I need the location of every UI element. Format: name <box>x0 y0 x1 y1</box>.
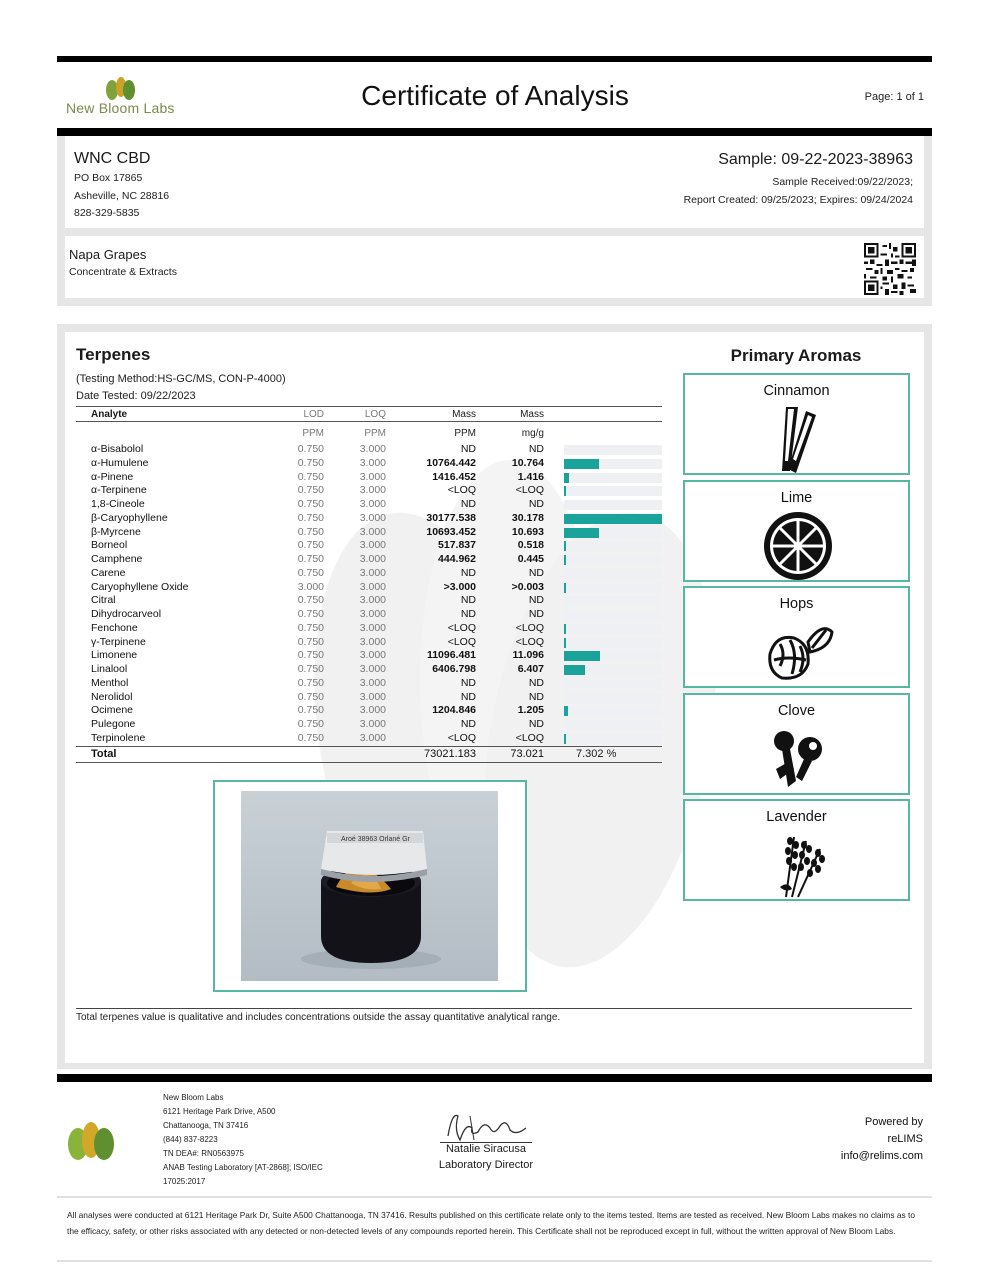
concentration-bar <box>564 624 566 634</box>
table-row <box>76 636 662 650</box>
concentration-bar <box>564 459 599 469</box>
analyte-ppm: ND <box>460 443 476 455</box>
aroma-label: Lavender <box>766 809 827 825</box>
col-analyte: Analyte <box>91 409 128 420</box>
analyte-name: Citral <box>91 594 116 607</box>
concentration-bar-track <box>564 624 662 634</box>
analyte-name: Linalool <box>91 663 128 675</box>
logo-text: New Bloom Labs <box>66 100 175 116</box>
concentration-bar-track <box>564 720 662 730</box>
lime-icon <box>758 508 838 580</box>
unit-loq: PPM <box>364 428 386 439</box>
note-rule <box>76 1008 912 1009</box>
concentration-bar-track <box>564 638 662 648</box>
terpene-note: Total terpenes value is qualitative and includes concentrations outside the assay quantitative analytical range. <box>76 1012 561 1023</box>
analyte-loq: 3.000 <box>359 511 386 524</box>
concentration-bar <box>564 555 566 565</box>
footer-divider <box>57 1196 932 1198</box>
footer-logo-icon <box>66 1120 116 1162</box>
analyte-mg: 0.518 <box>517 539 544 552</box>
table-row <box>76 677 662 691</box>
signature <box>440 1106 532 1146</box>
col-mass-mg: Mass <box>520 409 544 420</box>
analyte-ppm: 1416.452 <box>432 470 476 483</box>
document-title: Certificate of Analysis <box>361 80 629 111</box>
table-row <box>76 622 662 636</box>
analyte-ppm: 1204.846 <box>432 704 476 717</box>
analyte-lod: 0.750 <box>297 470 324 483</box>
analyte-lod: 0.750 <box>297 621 324 634</box>
analyte-name: α-Bisabolol <box>91 443 144 455</box>
analyte-lod: 0.750 <box>297 525 324 538</box>
total-percent: 7.302 % <box>576 748 617 760</box>
sample-received: Sample Received:09/22/2023; <box>772 176 913 188</box>
analyte-mg: 1.416 <box>517 470 544 483</box>
unit-lod: PPM <box>302 428 324 439</box>
analyte-loq: 3.000 <box>359 553 386 565</box>
analyte-name: Carene <box>91 566 126 579</box>
concentration-bar <box>564 514 662 524</box>
lavender-icon <box>758 827 838 899</box>
aroma-label: Hops <box>779 596 814 612</box>
table-row <box>76 539 662 553</box>
analyte-mg: 10.764 <box>511 456 544 469</box>
analyte-loq: 3.000 <box>359 704 386 717</box>
analyte-name: α-Pinene <box>91 470 134 483</box>
concentration-bar <box>564 583 566 593</box>
concentration-bar-track <box>564 679 662 689</box>
concentration-bar-track <box>564 541 662 551</box>
table-row <box>76 649 662 663</box>
analyte-lod: 0.750 <box>297 690 324 703</box>
client-address-1: PO Box 17865 <box>74 172 143 184</box>
concentration-bar-track <box>564 445 662 455</box>
analyte-name: Pulegone <box>91 718 136 730</box>
analyte-loq: 3.000 <box>359 456 386 469</box>
aroma-card-clove <box>683 693 910 795</box>
concentration-bar <box>564 486 566 496</box>
analyte-ppm: >3.000 <box>443 580 476 593</box>
analyte-lod: 0.750 <box>297 676 324 689</box>
analyte-lod: 0.750 <box>297 594 324 607</box>
analyte-lod: 0.750 <box>297 649 324 662</box>
analyte-mg: <LOQ <box>515 731 544 744</box>
analyte-lod: 0.750 <box>297 718 324 730</box>
analyte-ppm: 10764.442 <box>426 456 476 469</box>
bottom-rule <box>57 1260 932 1262</box>
analyte-mg: 1.205 <box>517 704 544 717</box>
primary-aromas-title: Primary Aromas <box>730 346 862 365</box>
analyte-ppm: <LOQ <box>447 635 476 648</box>
concentration-bar <box>564 541 566 551</box>
qr-code-icon[interactable] <box>864 243 916 295</box>
analyte-mg: ND <box>528 676 544 689</box>
hops-icon <box>758 614 838 686</box>
analyte-lod: 0.750 <box>297 608 324 620</box>
table-row <box>76 471 662 485</box>
analyte-loq: 3.000 <box>359 690 386 703</box>
testing-method: (Testing Method:HS-GC/MS, CON-P-4000) <box>76 373 286 385</box>
table-row <box>76 718 662 732</box>
analyte-ppm: 30177.538 <box>426 511 476 524</box>
table-row <box>76 608 662 622</box>
sample-id: Sample: 09-22-2023-38963 <box>718 151 913 168</box>
analyte-name: Camphene <box>91 553 143 565</box>
concentration-bar-track <box>564 514 662 524</box>
analyte-name: γ-Terpinene <box>91 635 146 648</box>
report-dates: Report Created: 09/25/2023; Expires: 09/24/2024 <box>683 194 913 206</box>
analyte-ppm: 10693.452 <box>426 525 476 538</box>
analyte-lod: 0.750 <box>297 498 324 510</box>
analyte-name: Caryophyllene Oxide <box>91 580 189 593</box>
aroma-label: Lime <box>780 490 813 506</box>
lab-accreditation: ANAB Testing Laboratory [AT-2868]; ISO/IEC <box>163 1163 323 1172</box>
signer-title: Laboratory Director <box>438 1159 534 1171</box>
total-label: Total <box>91 748 117 760</box>
analyte-loq: 3.000 <box>359 621 386 634</box>
analyte-loq: 3.000 <box>359 443 386 455</box>
analyte-ppm: <LOQ <box>447 731 476 744</box>
table-row <box>76 526 662 540</box>
analyte-ppm: <LOQ <box>447 484 476 497</box>
lab-address-2: Chattanooga, TN 37416 <box>163 1121 249 1130</box>
concentration-bar <box>564 706 568 716</box>
aroma-card-lavender <box>683 799 910 901</box>
jar-label: Aroé 38963 Orlané Gr <box>341 836 410 843</box>
table-row <box>76 663 662 677</box>
analyte-name: Fenchone <box>91 621 138 634</box>
aroma-label: Cinnamon <box>763 383 830 399</box>
cinnamon-icon <box>758 401 838 473</box>
analyte-name: Terpinolene <box>91 731 146 744</box>
analyte-lod: 0.750 <box>297 566 324 579</box>
concentration-bar-track <box>564 583 662 593</box>
analyte-ppm: ND <box>460 498 476 510</box>
aroma-label: Clove <box>777 703 816 719</box>
page-number: Page: 1 of 1 <box>864 91 924 103</box>
analyte-name: 1,8-Cineole <box>91 498 145 510</box>
unit-mass-mg: mg/g <box>521 428 544 439</box>
powered-by-brand: reLIMS <box>887 1133 923 1145</box>
analyte-mg: ND <box>528 718 544 730</box>
concentration-bar-track <box>564 610 662 620</box>
concentration-bar-track <box>564 596 662 606</box>
product-name: Napa Grapes <box>69 247 147 262</box>
analyte-ppm: 6406.798 <box>432 663 476 675</box>
lab-dea: TN DEA#: RN0563975 <box>163 1149 244 1158</box>
analyte-mg: <LOQ <box>515 635 544 648</box>
table-row <box>76 484 662 498</box>
analyte-mg: >0.003 <box>511 580 544 593</box>
analyte-lod: 3.000 <box>297 580 324 593</box>
analyte-mg: <LOQ <box>515 621 544 634</box>
col-loq: LOQ <box>364 409 386 420</box>
analyte-loq: 3.000 <box>359 635 386 648</box>
analyte-mg: ND <box>528 690 544 703</box>
analyte-loq: 3.000 <box>359 566 386 579</box>
table-row <box>76 732 662 746</box>
analyte-loq: 3.000 <box>359 470 386 483</box>
aroma-card-lime <box>683 480 910 582</box>
concentration-bar <box>564 651 600 661</box>
analyte-ppm: 11096.481 <box>426 649 476 662</box>
concentration-bar-track <box>564 528 662 538</box>
analyte-name: β-Caryophyllene <box>91 511 168 524</box>
analyte-lod: 0.750 <box>297 663 324 675</box>
table-row <box>76 567 662 581</box>
analyte-lod: 0.750 <box>297 635 324 648</box>
analyte-ppm: ND <box>460 690 476 703</box>
product-type: Concentrate & Extracts <box>69 266 177 278</box>
table-row <box>76 704 662 718</box>
concentration-bar-track <box>564 569 662 579</box>
concentration-bar-track <box>564 555 662 565</box>
analyte-mg: ND <box>528 498 544 510</box>
header-bottom-rule <box>57 128 932 136</box>
analyte-name: Dihydrocarveol <box>91 608 162 620</box>
col-mass-ppm: Mass <box>452 409 476 420</box>
client-phone: 828-329-5835 <box>74 207 140 219</box>
analyte-name: Ocimene <box>91 704 134 717</box>
analyte-ppm: 444.962 <box>438 553 476 565</box>
concentration-bar-track <box>564 693 662 703</box>
analyte-loq: 3.000 <box>359 580 386 593</box>
total-mg: 73.021 <box>510 748 544 760</box>
analyte-loq: 3.000 <box>359 525 386 538</box>
client-address-2: Asheville, NC 28816 <box>74 190 170 202</box>
analyte-lod: 0.750 <box>297 456 324 469</box>
aroma-card-hops <box>683 586 910 688</box>
analyte-loq: 3.000 <box>359 608 386 620</box>
table-row <box>76 457 662 471</box>
analyte-loq: 3.000 <box>359 539 386 552</box>
date-tested: Date Tested: 09/22/2023 <box>76 390 196 402</box>
analyte-ppm: ND <box>460 718 476 730</box>
analyte-mg: 0.445 <box>517 553 544 565</box>
analyte-mg: 10.693 <box>511 525 544 538</box>
concentration-bar-track <box>564 651 662 661</box>
analyte-ppm: ND <box>460 594 476 607</box>
analyte-name: Limonene <box>91 649 138 662</box>
concentration-bar <box>564 528 599 538</box>
analyte-ppm: ND <box>460 608 476 620</box>
analyte-mg: ND <box>528 608 544 620</box>
concentration-bar-track <box>564 473 662 483</box>
analyte-name: α-Terpinene <box>91 484 147 497</box>
table-row <box>76 498 662 512</box>
total-row <box>76 746 662 763</box>
units-row <box>76 426 662 440</box>
sample-photo <box>241 791 498 981</box>
analyte-lod: 0.750 <box>297 731 324 744</box>
analyte-mg: 30.178 <box>511 511 544 524</box>
analyte-loq: 3.000 <box>359 676 386 689</box>
analyte-name: α-Humulene <box>91 456 149 469</box>
analyte-loq: 3.000 <box>359 718 386 730</box>
col-lod: LOD <box>303 409 324 420</box>
analyte-lod: 0.750 <box>297 553 324 565</box>
concentration-bar <box>564 638 566 648</box>
analyte-mg: ND <box>528 443 544 455</box>
product-section <box>57 236 932 306</box>
concentration-bar <box>564 734 566 744</box>
analyte-mg: <LOQ <box>515 484 544 497</box>
table-row <box>76 553 662 567</box>
concentration-bar <box>564 665 585 675</box>
concentration-bar-track <box>564 665 662 675</box>
table-row <box>76 512 662 526</box>
lab-name: New Bloom Labs <box>163 1093 224 1102</box>
total-ppm: 73021.183 <box>424 748 476 760</box>
analyte-ppm: <LOQ <box>447 621 476 634</box>
concentration-bar-track <box>564 486 662 496</box>
header-top-rule <box>57 56 932 62</box>
powered-by: Powered by <box>864 1116 923 1128</box>
table-row <box>76 581 662 595</box>
analyte-ppm: ND <box>460 566 476 579</box>
disclaimer: All analyses were conducted at 6121 Heritage Park Dr, Suite A500 Chattanooga, TN 37416. Results published on this certificate relate only to the items tested. Items are tested as received. New Bloom Labs makes no claims as to the efficacy, safety, or other risks associated with any detected or non-detected levels of any compounds reported herein. This Certificate shall not be reproduced except in full, without the written approval of New Bloom Labs. <box>67 1210 916 1236</box>
analyte-lod: 0.750 <box>297 539 324 552</box>
client-name: WNC CBD <box>74 150 151 167</box>
analyte-mg: ND <box>528 566 544 579</box>
analyte-name: Menthol <box>91 676 129 689</box>
concentration-bar-track <box>564 734 662 744</box>
analyte-loq: 3.000 <box>359 649 386 662</box>
analyte-ppm: ND <box>460 676 476 689</box>
analyte-loq: 3.000 <box>359 498 386 510</box>
analyte-mg: 6.407 <box>517 663 544 675</box>
concentration-bar <box>564 473 569 483</box>
concentration-bar-track <box>564 706 662 716</box>
unit-mass-ppm: PPM <box>454 428 476 439</box>
analyte-lod: 0.750 <box>297 511 324 524</box>
aroma-card-cinnamon <box>683 373 910 475</box>
analyte-name: β-Myrcene <box>91 525 141 538</box>
analyte-loq: 3.000 <box>359 663 386 675</box>
table-header <box>76 406 662 422</box>
concentration-bar-track <box>564 500 662 510</box>
powered-by-email[interactable]: info@relims.com <box>840 1150 923 1162</box>
clove-icon <box>758 721 838 793</box>
analyte-lod: 0.750 <box>297 443 324 455</box>
terpenes-title: Terpenes <box>76 345 151 364</box>
lab-phone: (844) 837-8223 <box>163 1135 218 1144</box>
signer-name: Natalie Siracusa <box>445 1143 527 1155</box>
lab-address-1: 6121 Heritage Park Drive, A500 <box>163 1107 276 1116</box>
analyte-lod: 0.750 <box>297 484 324 497</box>
analyte-name: Nerolidol <box>91 690 133 703</box>
analyte-loq: 3.000 <box>359 484 386 497</box>
lab-iso: 17025:2017 <box>163 1177 206 1186</box>
analyte-lod: 0.750 <box>297 704 324 717</box>
table-row <box>76 594 662 608</box>
analyte-mg: ND <box>528 594 544 607</box>
analyte-loq: 3.000 <box>359 594 386 607</box>
analyte-loq: 3.000 <box>359 731 386 744</box>
footer-rule <box>57 1074 932 1082</box>
table-row <box>76 691 662 705</box>
table-row <box>76 443 662 457</box>
analyte-mg: 11.096 <box>512 649 544 662</box>
analyte-name: Borneol <box>91 539 128 552</box>
analyte-ppm: 517.837 <box>438 539 476 552</box>
concentration-bar-track <box>564 459 662 469</box>
